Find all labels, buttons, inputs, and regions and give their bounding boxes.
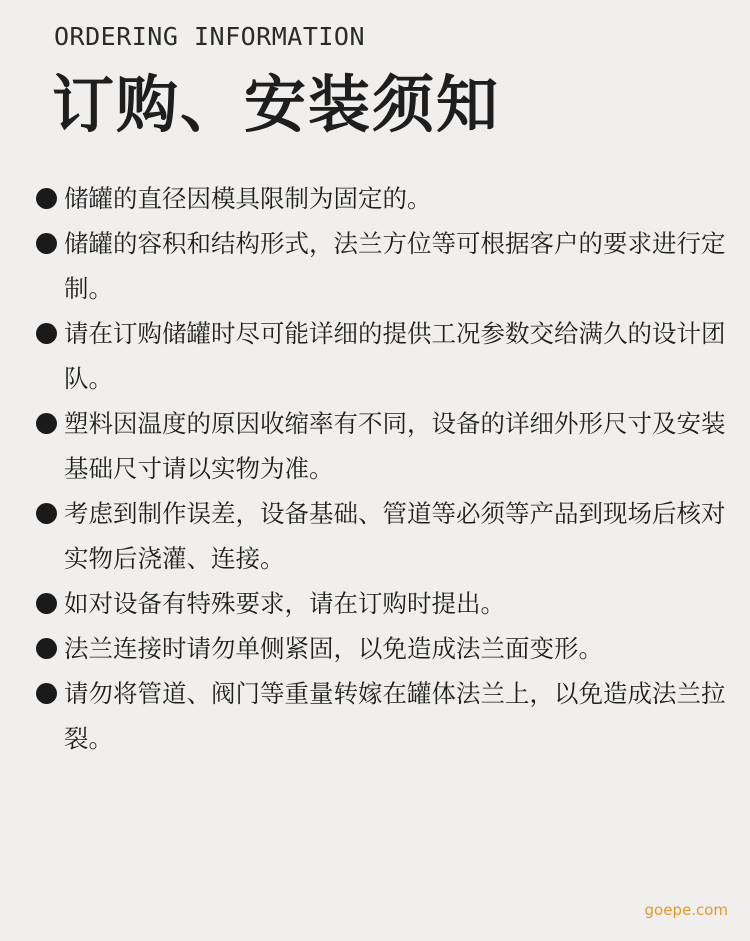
list-item-text: 储罐的容积和结构形式，法兰方位等可根据客户的要求进行定制。	[64, 229, 726, 303]
list-item	[36, 626, 726, 671]
bullet-icon	[36, 638, 57, 659]
list-item-text: 塑料因温度的原因收缩率有不同，设备的详细外形尺寸及安装基础尺寸请以实物为准。	[64, 409, 726, 483]
watermark-text: goepe.com	[644, 901, 728, 919]
bullet-icon	[36, 503, 57, 524]
list-item-text: 请在订购储罐时尽可能详细的提供工况参数交给满久的设计团队。	[64, 319, 726, 393]
bullet-icon	[36, 413, 57, 434]
list-item	[36, 401, 726, 491]
list-item	[36, 176, 726, 221]
list-item-text: 储罐的直径因模具限制为固定的。	[64, 184, 432, 213]
bullet-icon	[36, 188, 57, 209]
list-item-text: 如对设备有特殊要求，请在订购时提出。	[64, 589, 505, 618]
list-item-text: 考虑到制作误差，设备基础、管道等必须等产品到现场后核对实物后浇灌、连接。	[64, 499, 726, 573]
list-item-text: 法兰连接时请勿单侧紧固，以免造成法兰面变形。	[64, 634, 603, 663]
bullet-icon	[36, 683, 57, 704]
list-item	[36, 491, 726, 581]
list-item	[36, 221, 726, 311]
list-item	[36, 671, 726, 761]
bullet-icon	[36, 593, 57, 614]
list-item-text: 请勿将管道、阀门等重量转嫁在罐体法兰上，以免造成法兰拉裂。	[64, 679, 726, 753]
notice-list	[36, 176, 726, 761]
list-item	[36, 311, 726, 401]
bullet-icon	[36, 233, 57, 254]
list-item	[36, 581, 726, 626]
subtitle: ORDERING INFORMATION	[54, 22, 366, 51]
bullet-icon	[36, 323, 57, 344]
page-title: 订购、安装须知	[52, 68, 501, 141]
